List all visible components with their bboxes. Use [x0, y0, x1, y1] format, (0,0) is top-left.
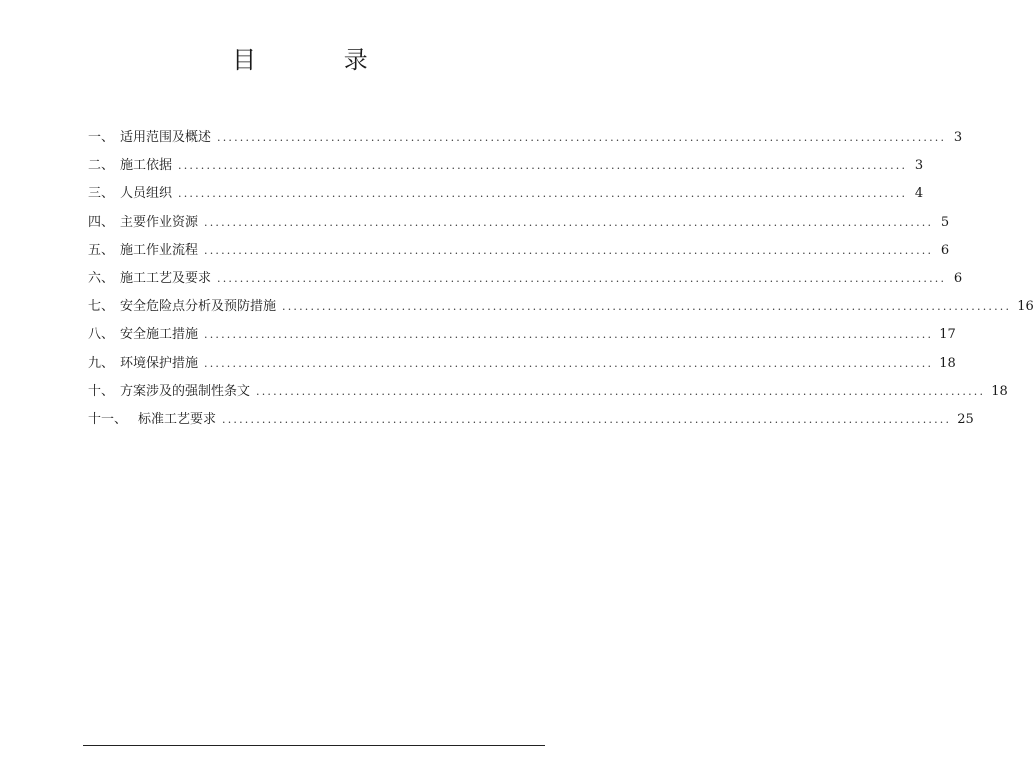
toc-leader-dots: ................................................................................................................................: [204, 243, 934, 257]
toc-entry-label: 标准工艺要求: [138, 411, 217, 427]
toc-entry-number: 五、: [88, 242, 115, 258]
toc-entry-page: 5: [940, 214, 950, 230]
toc-entry-number: 六、: [88, 270, 115, 286]
toc-entry-page: 16: [1017, 299, 1034, 315]
toc-leader-dots: ................................................................................................................................: [282, 300, 1012, 314]
toc-entry[interactable]: [88, 410, 974, 438]
toc-leader-dots: ................................................................................................................................: [204, 215, 934, 229]
toc-entry-page: 18: [939, 355, 956, 371]
toc-entry[interactable]: [88, 213, 950, 241]
toc-entry-page: 17: [939, 327, 956, 343]
toc-entry-number: 一、: [88, 130, 115, 145]
toc-leader-dots: ................................................................................................................................: [217, 271, 947, 285]
toc-entry-label: 适用范围及概述: [120, 130, 212, 145]
toc-entry-label: 施工作业流程: [120, 242, 199, 258]
toc-leader-dots: ................................................................................................................................: [256, 384, 986, 398]
toc-entry-page: 3: [953, 130, 963, 145]
toc-entry-number: 四、: [88, 214, 115, 230]
toc-entry[interactable]: [88, 297, 1034, 325]
toc-entry-label: 安全施工措施: [120, 327, 199, 343]
toc-entry-label: 施工依据: [120, 158, 173, 174]
toc-entry[interactable]: [88, 325, 956, 353]
toc-entry-label: 施工工艺及要求: [120, 270, 212, 286]
toc-title: 目 录: [232, 46, 408, 74]
toc-entry-label: 环境保护措施: [120, 355, 199, 371]
toc-entry[interactable]: [88, 382, 1008, 410]
toc-entry-number: 二、: [88, 158, 115, 174]
toc-entry-page: 25: [957, 411, 974, 427]
toc-leader-dots: ................................................................................................................................: [217, 131, 947, 144]
toc-entry-page: 18: [991, 383, 1008, 399]
toc-entry[interactable]: [88, 354, 956, 382]
toc-leader-dots: ................................................................................................................................: [222, 412, 952, 426]
footer-divider: [83, 745, 545, 746]
toc-entry-number: 十一、: [88, 411, 128, 427]
toc-entry-label: 主要作业资源: [120, 214, 199, 230]
toc-leader-dots: ................................................................................................................................: [204, 356, 934, 370]
toc-leader-dots: ................................................................................................................................: [178, 159, 908, 173]
toc-entry-label: 安全危险点分析及预防措施: [120, 299, 277, 315]
toc-entry-label: 人员组织: [120, 186, 173, 202]
toc-entry-number: 八、: [88, 327, 115, 343]
toc-entry-page: 6: [940, 242, 950, 258]
toc-entry-label: 方案涉及的强制性条文: [120, 383, 251, 399]
toc-leader-dots: ................................................................................................................................: [178, 187, 908, 201]
toc-entry-page: 4: [914, 186, 924, 202]
toc-entry[interactable]: [88, 241, 950, 269]
toc-entry[interactable]: [88, 156, 924, 184]
table-of-contents: [88, 128, 1034, 438]
toc-entry-number: 七、: [88, 299, 115, 315]
toc-entry-page: 6: [953, 270, 963, 286]
toc-entry-number: 九、: [88, 355, 115, 371]
toc-leader-dots: ................................................................................................................................: [204, 328, 934, 342]
toc-entry[interactable]: [88, 128, 963, 156]
toc-entry-page: 3: [914, 158, 924, 174]
toc-entry[interactable]: [88, 269, 963, 297]
toc-entry[interactable]: [88, 184, 924, 212]
toc-entry-number: 十、: [88, 383, 115, 399]
toc-entry-number: 三、: [88, 186, 115, 202]
